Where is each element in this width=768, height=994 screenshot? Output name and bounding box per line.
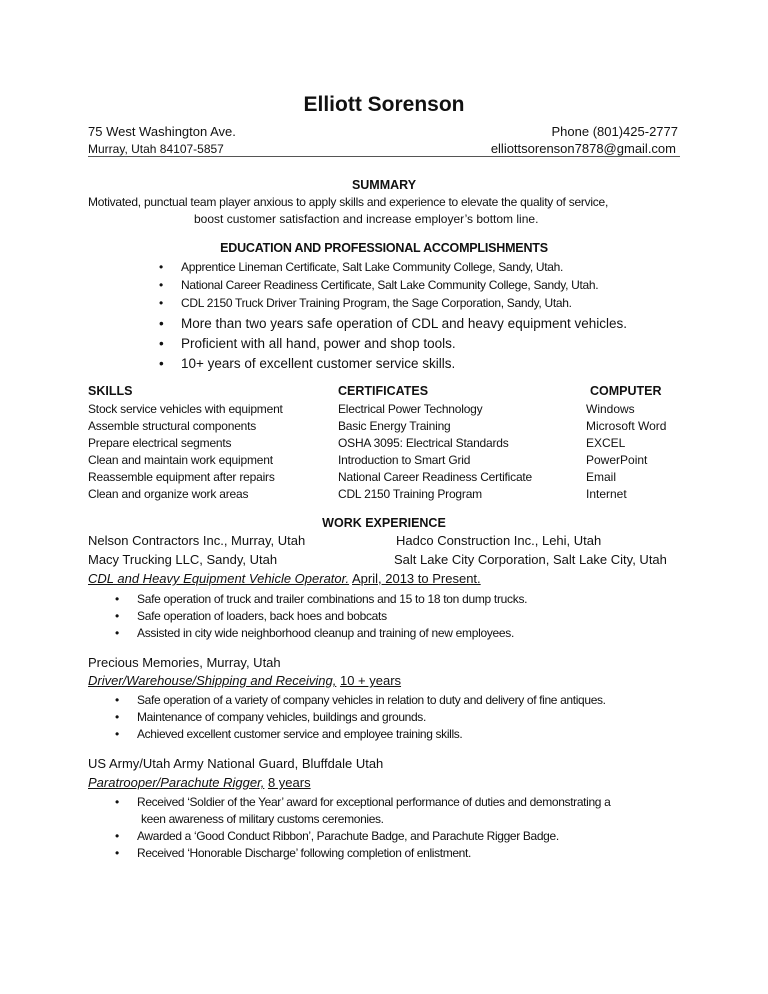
education-list [181, 260, 627, 376]
skills-list [88, 401, 283, 503]
employer-slc: Salt Lake City Corporation, Salt Lake City, Utah [394, 552, 667, 567]
duty-item: • Awarded a ‘Good Conduct Ribbon’, Parachute Badge, and Parachute Rigger Badge. [137, 828, 610, 845]
duty-item: • Received ‘Honorable Discharge’ following completion of enlistment. [137, 845, 610, 862]
skill-item: Assemble structural components [88, 419, 257, 433]
education-item: • Proficient with all hand, power and shop tools. [181, 336, 627, 356]
skill-item: Prepare electrical segments [88, 436, 232, 450]
duty-item: • Safe operation of truck and trailer combinations and 15 to 18 ton dump trucks. [137, 591, 527, 608]
skill-item: Reassemble equipment after repairs [88, 470, 275, 484]
computer-item: Email [586, 470, 617, 484]
education-item: • More than two years safe operation of CDL and heavy equipment vehicles. [181, 316, 627, 336]
job-title: CDL and Heavy Equipment Vehicle Operator. [88, 571, 350, 586]
address-line-2: Murray, Utah 84107-5857 [88, 142, 224, 156]
job-title-line [88, 673, 401, 688]
skill-item: Clean and organize work areas [88, 487, 249, 501]
education-item: • 10+ years of excellent customer service skills. [181, 356, 627, 376]
education-item: • Apprentice Lineman Certificate, Salt Lake Community College, Sandy, Utah. [181, 260, 627, 278]
certificate-item: Basic Energy Training [338, 419, 451, 433]
email: elliottsorenson7878@gmail.com [490, 141, 676, 156]
address-line-1: 75 West Washington Ave. [88, 124, 236, 139]
employer-us-army: US Army/Utah Army National Guard, Bluffdale Utah [88, 756, 384, 771]
computer-heading: COMPUTER [590, 384, 662, 398]
duty-item: • Safe operation of loaders, back hoes and bobcats [137, 608, 527, 625]
certificate-item: OSHA 3095: Electrical Standards [338, 436, 509, 450]
job-period: April, 2013 to Present. [352, 571, 481, 586]
duty-item: • Safe operation of a variety of company vehicles in relation to duty and delivery of fine antiques. [137, 692, 606, 709]
duty-item [137, 794, 610, 828]
computer-item: EXCEL [586, 436, 626, 450]
computer-item: Windows [586, 402, 635, 416]
job-title-line [88, 775, 311, 790]
certificate-item: Introduction to Smart Grid [338, 453, 471, 467]
duty-item: • Maintenance of company vehicles, buildings and grounds. [137, 709, 606, 726]
job-title: Driver/Warehouse/Shipping and Receiving, [88, 673, 337, 688]
work-heading: WORK EXPERIENCE [322, 516, 446, 530]
job-period: 8 years [267, 775, 311, 790]
education-item: • CDL 2150 Truck Driver Training Program, the Sage Corporation, Sandy, Utah. [181, 296, 627, 314]
summary-heading: SUMMARY [351, 178, 417, 192]
employer-precious-memories: Precious Memories, Murray, Utah [88, 655, 281, 670]
summary-line-2: boost customer satisfaction and increase employer’s bottom line. [194, 212, 539, 226]
certificate-item: Electrical Power Technology [338, 402, 483, 416]
job1-duties [137, 591, 527, 642]
phone: Phone (801)425-2777 [551, 124, 678, 139]
skill-item: Stock service vehicles with equipment [88, 402, 283, 416]
computer-item: Microsoft Word [586, 419, 667, 433]
duty-item-line-2: keen awareness of military customs ceremonies. [141, 812, 384, 826]
certificate-item: National Career Readiness Certificate [338, 470, 533, 484]
job3-duties [137, 794, 610, 862]
education-heading: EDUCATION AND PROFESSIONAL ACCOMPLISHMENTS [220, 241, 548, 255]
job-title: Paratrooper/Parachute Rigger, [88, 775, 265, 790]
resume-name: Elliott Sorenson [303, 93, 465, 116]
duty-item: • Assisted in city wide neighborhood cleanup and training of new employees. [137, 625, 527, 642]
certificates-heading: CERTIFICATES [338, 384, 429, 398]
skills-heading: SKILLS [88, 384, 133, 398]
certificate-item: CDL 2150 Training Program [338, 487, 482, 501]
header-divider [88, 156, 680, 157]
employer-nelson: Nelson Contractors Inc., Murray, Utah [88, 533, 306, 548]
job-period: 10 + years [339, 673, 402, 688]
computer-item: PowerPoint [586, 453, 648, 467]
duty-item-line-1: Received ‘Soldier of the Year’ award for exceptional performance of duties and demonstrating a [137, 795, 611, 809]
computer-list [586, 401, 666, 503]
summary-line-1: Motivated, punctual team player anxious to apply skills and experience to elevate the quality of service, [88, 195, 609, 209]
job-title-line [88, 571, 481, 586]
duty-item: • Achieved excellent customer service and employee training skills. [137, 726, 606, 743]
computer-item: Internet [586, 487, 627, 501]
certificates-list [338, 401, 532, 503]
employer-hadco: Hadco Construction Inc., Lehi, Utah [396, 533, 602, 548]
skill-item: Clean and maintain work equipment [88, 453, 273, 467]
education-item: • National Career Readiness Certificate, Salt Lake Community College, Sandy, Utah. [181, 278, 627, 296]
job2-duties [137, 692, 606, 743]
employer-macy: Macy Trucking LLC, Sandy, Utah [88, 552, 278, 567]
